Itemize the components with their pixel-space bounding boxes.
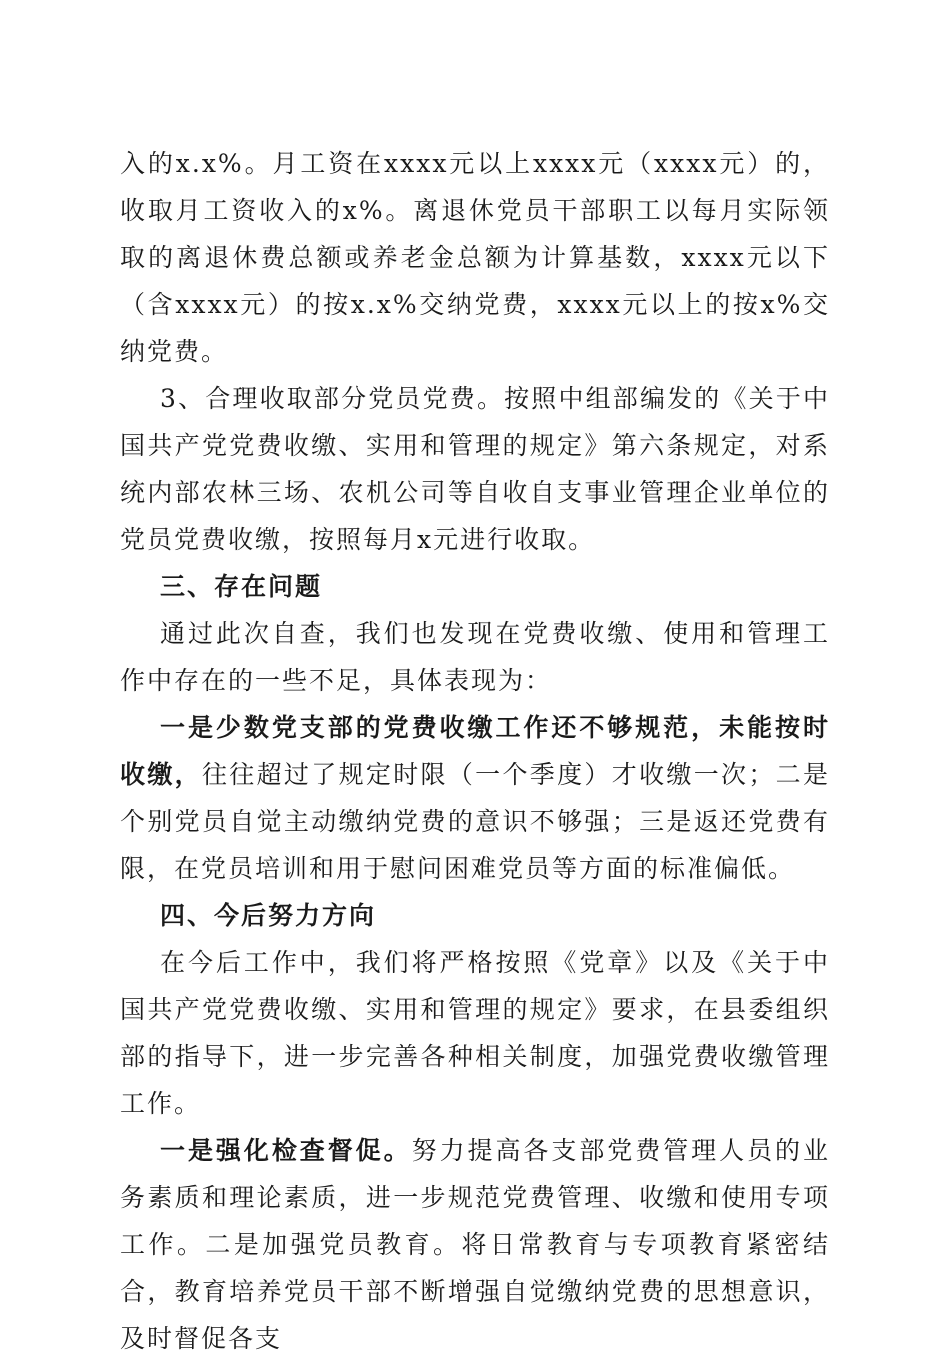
measures-text: 努力提高各支部党费管理人员的业务素质和理论素质，进一步规范党费管理、收缴和使用专项工作。二是加强党员教育。将日常教育与专项教育紧密结合，教育培养党员干部不断增强自觉缴纳党费的思想意识，及时督促各支 — [120, 1136, 830, 1353]
measures-bold-lead: 一是强化检查督促。 — [160, 1136, 412, 1165]
paragraph-fee-rates: 入的x.x%。月工资在xxxx元以上xxxx元（xxxx元）的，收取月工资收入的x%。离退休党员干部职工以每月实际领取的离退休费总额或养老金总额为计算基数，xxxx元以下（含xxxx元）的按x.x%交纳党费，xxxx元以上的按x%交纳党费。 — [120, 149, 830, 366]
paragraph-problem-list — [120, 704, 830, 892]
heading-future-direction: 四、今后努力方向 — [160, 901, 377, 930]
paragraph-future-work: 在今后工作中，我们将严格按照《党章》以及《关于中国共产党党费收缴、实用和管理的规定》要求，在县委组织部的指导下，进一步完善各种相关制度，加强党费收缴管理工作。 — [120, 948, 830, 1118]
document-body — [120, 140, 830, 1362]
problem-list-bold-lead: 一是少数党支部的党费收缴工作还不够规范，未能按时收缴， — [120, 713, 830, 789]
problem-list-text: 往往超过了规定时限（一个季度）才收缴一次；二是个别党员自觉主动缴纳党费的意识不够强；三是返还党费有限，在党员培训和用于慰问困难党员等方面的标准偏低。 — [120, 760, 830, 883]
heading-existing-problems: 三、存在问题 — [160, 572, 323, 601]
paragraph-self-inspection: 通过此次自查，我们也发现在党费收缴、使用和管理工作中存在的一些不足，具体表现为： — [120, 619, 830, 695]
paragraph-partial-collection: 3、合理收取部分党员党费。按照中组部编发的《关于中国共产党党费收缴、实用和管理的规定》第六条规定，对系统内部农林三场、农机公司等自收自支事业管理企业单位的党员党费收缴，按照每月x元进行收取。 — [120, 384, 830, 554]
paragraph-measures — [120, 1127, 830, 1362]
